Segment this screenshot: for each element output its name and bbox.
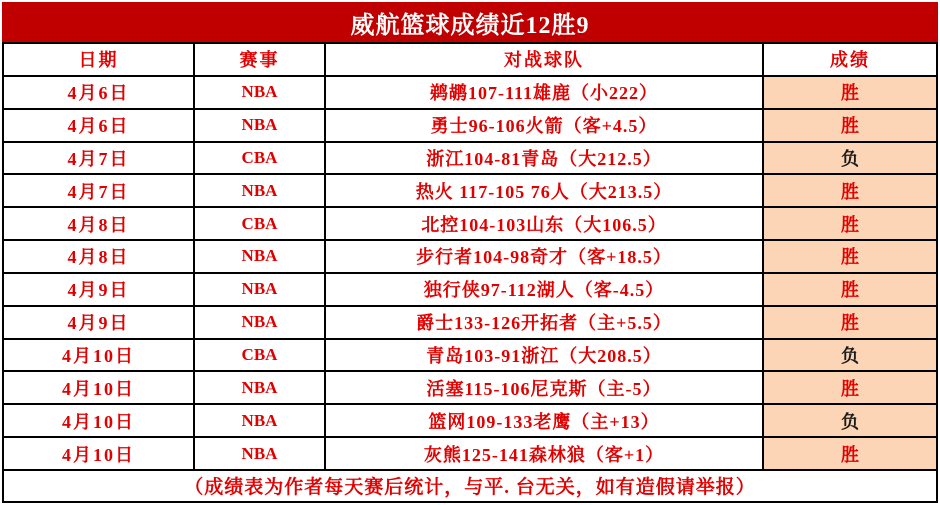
match-date-cell: 4月6日 xyxy=(4,110,195,141)
match-teams-cell: 活塞115-106尼克斯（主-5） xyxy=(326,372,764,403)
column-header-date: 日期 xyxy=(4,44,195,75)
match-date-cell: 4月10日 xyxy=(4,372,195,403)
match-teams-cell: 篮网109-133老鹰（主+13） xyxy=(326,405,764,436)
match-teams-cell: 步行者104-98奇才（客+18.5） xyxy=(326,241,764,272)
table-row xyxy=(4,206,936,239)
match-league-cell: NBA xyxy=(195,110,326,141)
match-date-cell: 4月7日 xyxy=(4,175,195,206)
results-table xyxy=(2,42,938,503)
match-date-cell: 4月10日 xyxy=(4,438,195,469)
match-result-cell: 胜 xyxy=(764,274,936,305)
match-league-cell: CBA xyxy=(195,143,326,174)
match-result-cell: 胜 xyxy=(764,307,936,338)
table-row xyxy=(4,305,936,338)
match-league-cell: CBA xyxy=(195,340,326,371)
match-teams-cell: 灰熊125-141森林狼（客+1） xyxy=(326,438,764,469)
match-teams-cell: 浙江104-81青岛（大212.5） xyxy=(326,143,764,174)
table-row xyxy=(4,173,936,206)
table-row xyxy=(4,108,936,141)
match-league-cell: CBA xyxy=(195,208,326,239)
match-date-cell: 4月10日 xyxy=(4,340,195,371)
match-teams-cell: 独行侠97-112湖人（客-4.5） xyxy=(326,274,764,305)
match-league-cell: NBA xyxy=(195,77,326,108)
column-header-league: 赛事 xyxy=(195,44,326,75)
table-row xyxy=(4,403,936,436)
table-row xyxy=(4,370,936,403)
match-date-cell: 4月10日 xyxy=(4,405,195,436)
match-league-cell: NBA xyxy=(195,274,326,305)
match-result-cell: 胜 xyxy=(764,438,936,469)
match-teams-cell: 鹈鹕107-111雄鹿（小222） xyxy=(326,77,764,108)
table-row xyxy=(4,338,936,371)
table-row xyxy=(4,272,936,305)
match-date-cell: 4月8日 xyxy=(4,208,195,239)
match-date-cell: 4月9日 xyxy=(4,274,195,305)
match-date-cell: 4月8日 xyxy=(4,241,195,272)
results-sheet xyxy=(2,2,938,503)
match-result-cell: 负 xyxy=(764,143,936,174)
match-date-cell: 4月6日 xyxy=(4,77,195,108)
match-teams-cell: 勇士96-106火箭（客+4.5） xyxy=(326,110,764,141)
table-row xyxy=(4,436,936,469)
footer-disclaimer: （成绩表为作者每天赛后统计，与平. 台无关，如有造假请举报） xyxy=(4,469,936,501)
column-header-match: 对战球队 xyxy=(326,44,764,75)
match-result-cell: 负 xyxy=(764,340,936,371)
match-league-cell: NBA xyxy=(195,307,326,338)
match-league-cell: NBA xyxy=(195,241,326,272)
match-league-cell: NBA xyxy=(195,405,326,436)
match-date-cell: 4月7日 xyxy=(4,143,195,174)
match-result-cell: 胜 xyxy=(764,110,936,141)
match-teams-cell: 青岛103-91浙江（大208.5） xyxy=(326,340,764,371)
table-row xyxy=(4,141,936,174)
table-header-row xyxy=(4,42,936,75)
match-result-cell: 胜 xyxy=(764,241,936,272)
match-teams-cell: 爵士133-126开拓者（主+5.5） xyxy=(326,307,764,338)
match-result-cell: 负 xyxy=(764,405,936,436)
table-title-bar xyxy=(2,2,938,42)
table-row xyxy=(4,75,936,108)
page-title: 威航篮球成绩近12胜9 xyxy=(350,12,590,39)
match-league-cell: NBA xyxy=(195,372,326,403)
match-league-cell: NBA xyxy=(195,438,326,469)
match-date-cell: 4月9日 xyxy=(4,307,195,338)
table-row xyxy=(4,239,936,272)
match-league-cell: NBA xyxy=(195,175,326,206)
match-result-cell: 胜 xyxy=(764,77,936,108)
match-result-cell: 胜 xyxy=(764,372,936,403)
match-result-cell: 胜 xyxy=(764,175,936,206)
column-header-result: 成绩 xyxy=(764,44,936,75)
match-teams-cell: 北控104-103山东（大106.5） xyxy=(326,208,764,239)
match-teams-cell: 热火 117-105 76人（大213.5） xyxy=(326,175,764,206)
match-result-cell: 胜 xyxy=(764,208,936,239)
